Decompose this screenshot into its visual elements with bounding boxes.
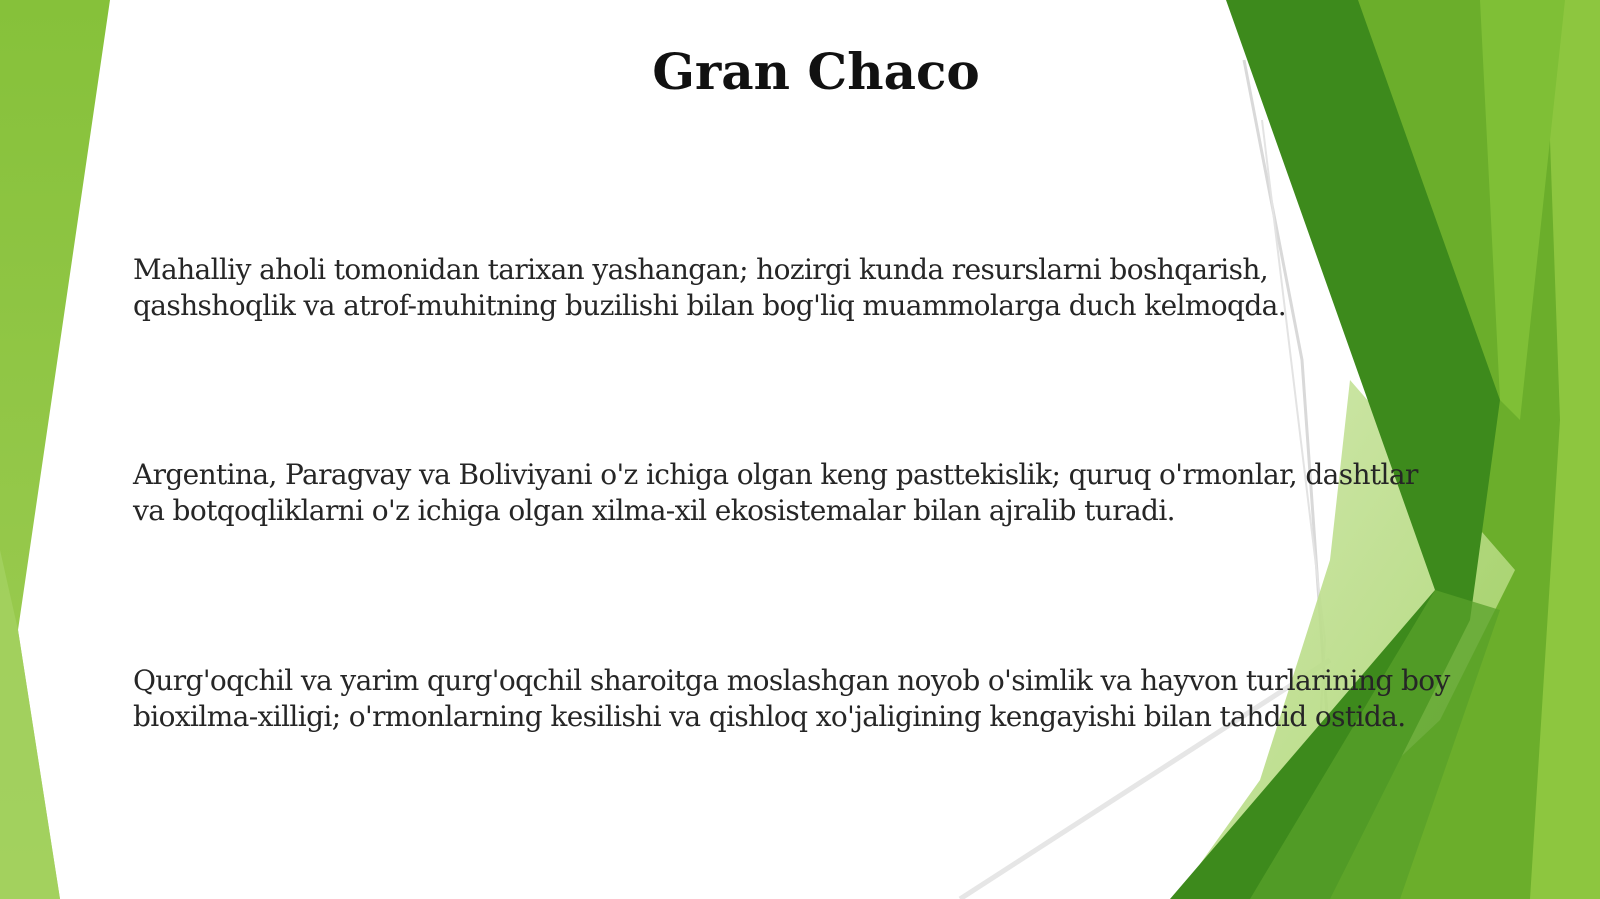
- paragraph-history: [133, 252, 1286, 324]
- paragraph-biodiversity: [133, 663, 1450, 735]
- paragraph-line: qashshoqlik va atrof-muhitning buzilishi bilan bog'liq muammolarga duch kelmoqda.: [133, 289, 1286, 322]
- paragraph-line: Qurg'oqchil va yarim qurg'oqchil sharoitga moslashgan noyob o'simlik va hayvon turlarining boy: [133, 664, 1450, 697]
- paragraph-geography: [133, 457, 1418, 529]
- paragraph-line: Mahalliy aholi tomonidan tarixan yashangan; hozirgi kunda resurslarni boshqarish,: [133, 253, 1269, 286]
- paragraph-line: Argentina, Paragvay va Boliviyani o'z ichiga olgan keng pasttekislik; quruq o'rmonlar, dashtlar: [133, 458, 1418, 491]
- paragraph-line: va botqoqliklarni o'z ichiga olgan xilma-xil ekosistemalar bilan ajralib turadi.: [133, 494, 1175, 527]
- paragraph-line: bioxilma-xilligi; o'rmonlarning kesilishi va qishloq xo'jaligining kengayishi bilan tahdid ostida.: [133, 700, 1406, 733]
- slide-title: Gran Chaco: [652, 42, 980, 101]
